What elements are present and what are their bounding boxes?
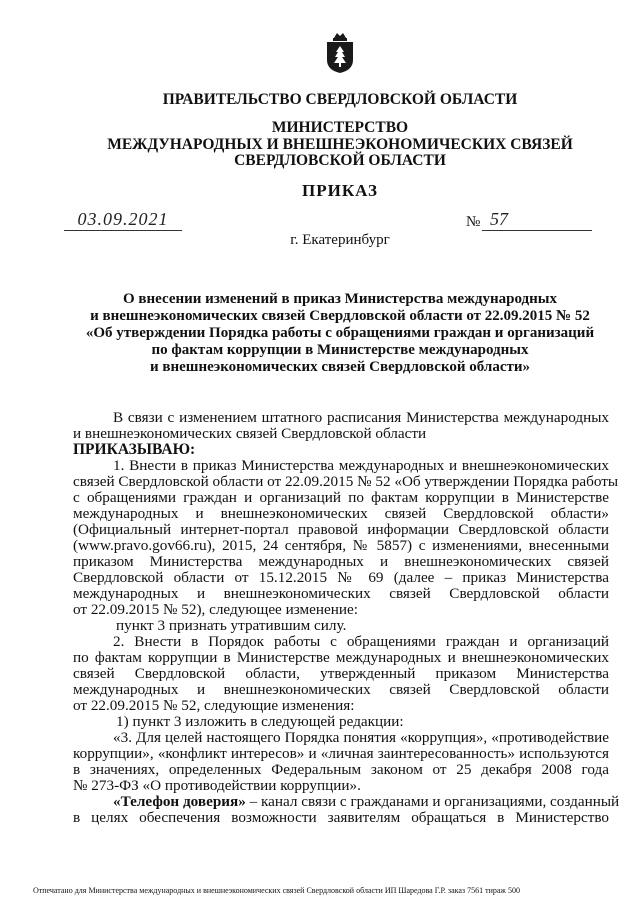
- coat-of-arms-icon: [325, 28, 355, 74]
- body-line: от 22.09.2015 № 52, следующие изменения:: [73, 697, 355, 714]
- body-line: по фактам коррупции в Министерстве международных и внешнеэкономических: [73, 649, 609, 666]
- body-line: в значениях, определенных Федеральным законом от 25 декабря 2008 года: [73, 761, 609, 778]
- body-line: Свердловской области от 15.12.2015 № 69 (далее – приказ Министерства: [73, 569, 609, 586]
- ministry-name-line-1: МИНИСТЕРСТВО: [271, 119, 409, 136]
- body-line: международных и внешнеэкономических связей Свердловской области»: [73, 505, 609, 522]
- term-definition: – канал связи с гражданами и организациями, созданный: [245, 793, 620, 810]
- body-line: № 273-ФЗ «О противодействии коррупции».: [73, 777, 361, 794]
- body-line: международных и внешнеэкономических связей Свердловской области: [73, 681, 609, 698]
- title-line: О внесении изменений в приказ Министерства международных: [123, 291, 557, 307]
- body-line: коррупции», «конфликт интересов» и «личная заинтересованность» используются: [73, 745, 609, 762]
- term-bold: «Телефон доверия»: [113, 793, 246, 810]
- body-line: [113, 793, 620, 810]
- title-line: по фактам коррупции в Министерстве международных: [151, 342, 529, 358]
- body-line: «3. Для целей настоящего Порядка понятия «коррупция», «противодействие: [113, 729, 609, 746]
- number-label: №: [466, 214, 481, 230]
- order-word: ПРИКАЗЫВАЮ:: [73, 441, 196, 458]
- ministry-name-line-3: СВЕРДЛОВСКОЙ ОБЛАСТИ: [234, 152, 446, 169]
- body-line: пункт 3 признать утратившим силу.: [116, 617, 347, 634]
- document-date: 03.09.2021: [64, 208, 182, 231]
- body-line: В связи с изменением штатного расписания Министерства международных: [113, 409, 609, 426]
- body-line: 1) пункт 3 изложить в следующей редакции:: [116, 713, 404, 730]
- body-line: приказом Министерства международных и внешнеэкономических связей: [73, 553, 609, 570]
- city: г. Екатеринбург: [290, 232, 390, 248]
- body-line: (Официальный интернет-портал правовой информации Свердловской области: [73, 521, 609, 538]
- document-number: 57: [482, 208, 592, 231]
- government-name: ПРАВИТЕЛЬСТВО СВЕРДЛОВСКОЙ ОБЛАСТИ: [162, 91, 518, 108]
- print-footer: Отпечатано для Министерства международных и внешнеэкономических связей Свердловской области ИП Шаредова Г.Р. заказ 7561 тираж 500: [33, 886, 520, 895]
- ministry-name-line-2: МЕЖДУНАРОДНЫХ И ВНЕШНЕЭКОНОМИЧЕСКИХ СВЯЗЕЙ: [107, 136, 573, 153]
- body-line: связей Свердловской области, утвержденный приказом Министерства: [73, 665, 609, 682]
- title-line: «Об утверждении Порядка работы с обращениями граждан и организаций: [85, 325, 595, 341]
- title-line: и внешнеэкономических связей Свердловской области»: [149, 359, 530, 375]
- body-line: международных и внешнеэкономических связей Свердловской области: [73, 585, 609, 602]
- body-line: в целях обеспечения возможности заявителям обращаться в Министерство: [73, 809, 609, 826]
- body-line: и внешнеэкономических связей Свердловской области: [73, 425, 427, 442]
- body-line: с обращениями граждан и организаций по фактам коррупции в Министерстве: [73, 489, 609, 506]
- document-type: ПРИКАЗ: [302, 181, 378, 200]
- title-line: и внешнеэкономических связей Свердловской области от 22.09.2015 № 52: [90, 308, 590, 324]
- body-line: от 22.09.2015 № 52), следующее изменение:: [73, 601, 358, 618]
- body-line: 2. Внести в Порядок работы с обращениями граждан и организаций: [113, 633, 609, 650]
- body-line: связей Свердловской области от 22.09.2015 № 52 «Об утверждении Порядка работы: [73, 473, 619, 490]
- body-line: (www.pravo.gov66.ru), 2015, 24 сентября, № 5857) с изменениями, внесенными: [73, 537, 609, 554]
- body-line: 1. Внести в приказ Министерства международных и внешнеэкономических: [113, 457, 609, 474]
